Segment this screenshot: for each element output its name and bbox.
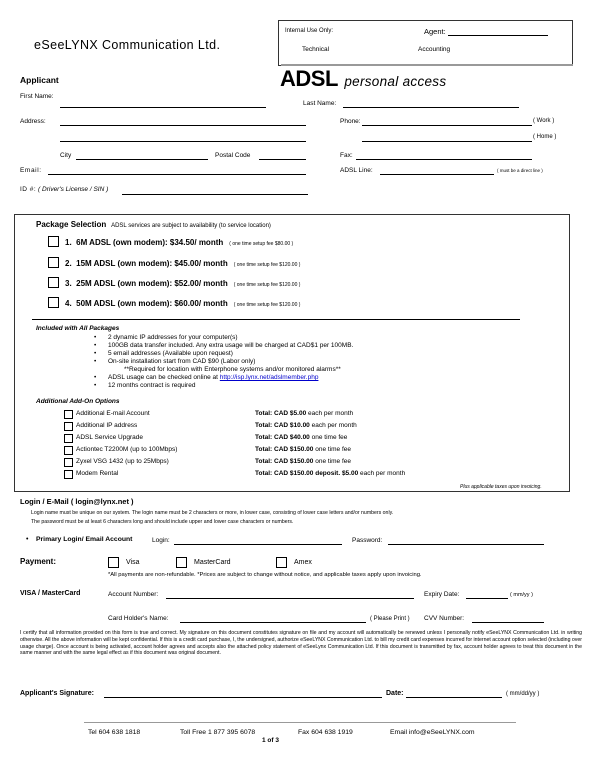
- addons-heading: Additional Add-On Options: [36, 398, 120, 405]
- last-name-field[interactable]: [343, 107, 519, 108]
- adsl-line-label: ADSL Line:: [340, 167, 373, 174]
- certification-text: I certify that all information provided on this form is true and correct. My signature on this document constitutes signature on file and my account will automatically be renewed unless I personally notify eSeeLYNX Communication Ltd. in writing otherwise. All the above information will be kept confidential. If this is a credit card purchase, I, the undersigned, authorize eSeeLYNX Communication Ltd. to bill my credit card expenses incurred for internet account option selected (including over usage charge). Once account is being activated, account holder agrees and accepts also the attached policy statement of eSeeLynx Communication Ltd. If this document is transmitted by fax, account holder agrees to treat this document in the same manner and with the same legal effect as if this document was original document.: [20, 630, 582, 657]
- package-4-fee: ( one time setup fee $120.00 ): [233, 302, 301, 308]
- amex-checkbox[interactable]: [276, 557, 287, 568]
- addon-total-value: CAD $5.00: [274, 410, 307, 417]
- package-note: ADSL services are subject to availability (to service location): [111, 223, 271, 229]
- login-heading: Login / E-Mail ( login@lynx.net ): [20, 497, 134, 506]
- applicant-heading: Applicant: [20, 75, 59, 85]
- package-4-text: 50M ADSL (own modem): $60.00/ month: [76, 299, 228, 308]
- last-name-label: Last Name:: [303, 100, 337, 107]
- title-sub: personal access: [344, 74, 447, 89]
- included-item: [108, 374, 318, 381]
- addon-name: Additional IP address: [76, 422, 138, 429]
- required-note: **Required for location with Enterphone systems and/or monitored alarms**: [124, 366, 341, 373]
- addon-total-value: CAD $10.00: [274, 422, 310, 429]
- included-heading: Included with All Packages: [36, 325, 120, 332]
- holder-field[interactable]: [180, 622, 366, 623]
- account-number-field[interactable]: [166, 598, 414, 599]
- expiry-field[interactable]: [466, 598, 508, 599]
- date-field[interactable]: [406, 697, 502, 698]
- package-1-num: 1.: [65, 238, 72, 247]
- signature-field[interactable]: [104, 697, 382, 698]
- postal-label: Postal Code: [215, 152, 251, 159]
- addon-total: [255, 446, 351, 453]
- company-name: eSeeLYNX Communication Ltd.: [34, 38, 221, 52]
- addon-total-label: Total:: [255, 446, 273, 453]
- included-item: • On-site installation start from CAD $90 (Labor only): [108, 358, 255, 365]
- package-divider: [32, 319, 520, 320]
- card-heading: VISA / MasterCard: [20, 590, 81, 597]
- addon-total-label: Total:: [255, 434, 273, 441]
- adsl-line-field[interactable]: [380, 174, 494, 175]
- postal-field[interactable]: [259, 159, 306, 160]
- id-row: [20, 186, 108, 193]
- fax-field[interactable]: [356, 159, 532, 160]
- footer-divider: [84, 722, 516, 723]
- payment-heading: Payment:: [20, 557, 57, 566]
- addon-zyxel-checkbox[interactable]: [64, 458, 73, 467]
- addon-total: [255, 410, 353, 417]
- addon-rental-checkbox[interactable]: [64, 470, 73, 479]
- addon-total: [255, 470, 405, 477]
- addon-total: [255, 422, 357, 429]
- footer-tel: Tel 604 638 1818: [88, 729, 141, 736]
- home-label: ( Home ): [533, 134, 557, 140]
- agent-line[interactable]: [448, 35, 548, 36]
- package-1-fee: ( one time setup fee $80.00 ): [229, 241, 294, 247]
- mastercard-label: MasterCard: [194, 559, 231, 566]
- title-main: ADSL: [280, 66, 338, 91]
- city-field[interactable]: [76, 159, 208, 160]
- package-2-text: 15M ADSL (own modem): $45.00/ month: [76, 259, 228, 268]
- package-4-num: 4.: [65, 299, 72, 308]
- fax-label: Fax:: [340, 152, 353, 159]
- login-label: Login:: [152, 537, 170, 544]
- password-label: Password:: [352, 537, 383, 544]
- login-field[interactable]: [174, 544, 342, 545]
- included-item: • 12 months contract is required: [108, 382, 195, 389]
- addon-ip-checkbox[interactable]: [64, 422, 73, 431]
- addon-name: Zyxel VSG 1432 (up to 25Mbps): [76, 458, 169, 465]
- package-1-text: 6M ADSL (own modem): $34.50/ month: [76, 238, 224, 247]
- addon-total-value: CAD $150.00 deposit. $5.00: [274, 470, 359, 477]
- package-1: [65, 238, 293, 247]
- login-rule-1: Login name must be unique on our system. The login name must be 2 characters or more, in lower case, consisting of lower case letters and/or numbers only.: [31, 510, 394, 516]
- addon-total-suffix: one time fee: [315, 446, 352, 453]
- footer-email: Email info@eSeeLYNX.com: [390, 729, 475, 736]
- holder-label: Card Holder's Name:: [108, 615, 169, 622]
- visa-checkbox[interactable]: [108, 557, 119, 568]
- addon-name: Actiontec T2200M (up to 100Mbps): [76, 446, 178, 453]
- package-2-checkbox[interactable]: [48, 257, 59, 268]
- addon-actiontec-checkbox[interactable]: [64, 446, 73, 455]
- address-field-1[interactable]: [60, 125, 306, 126]
- phone-home-field[interactable]: [362, 141, 532, 142]
- addon-email-checkbox[interactable]: [64, 410, 73, 419]
- accounting-label: Accounting: [418, 46, 451, 53]
- id-field[interactable]: [122, 194, 308, 195]
- mastercard-checkbox[interactable]: [176, 557, 187, 568]
- account-number-label: Account Number:: [108, 591, 159, 598]
- cvv-label: CVV Number:: [424, 615, 465, 622]
- addon-total-value: CAD $40.00: [274, 434, 310, 441]
- addon-name: ADSL Service Upgrade: [76, 434, 143, 441]
- primary-login-label: Primary Login/ Email Account: [36, 536, 133, 543]
- addon-total-value: CAD $150.00: [274, 446, 314, 453]
- addon-total: [255, 458, 351, 465]
- package-3-fee: ( one time setup fee $120.00 ): [233, 282, 301, 288]
- agent-label: Agent:: [424, 27, 446, 36]
- address-field-2[interactable]: [60, 141, 306, 142]
- adsl-line-note: ( must be a direct line ): [497, 168, 543, 173]
- package-2: [65, 259, 300, 268]
- package-3-checkbox[interactable]: [48, 277, 59, 288]
- package-4: [65, 299, 300, 308]
- page-number: 1 of 3: [262, 737, 279, 744]
- addon-total-suffix: each per month: [360, 470, 406, 477]
- package-2-fee: ( one time setup fee $120.00 ): [233, 262, 301, 268]
- included-item: • 100GB data transfer included. Any extra usage will be charged at CAD$1 per 100MB.: [108, 342, 353, 349]
- addon-name: Additional E-mail Account: [76, 410, 150, 417]
- addon-total-suffix: each per month: [308, 410, 354, 417]
- internal-use-label: Internal Use Only:: [285, 28, 334, 34]
- id-label: ID #:: [20, 186, 37, 193]
- addon-total-value: CAD $150.00: [274, 458, 314, 465]
- email-label: Email:: [20, 167, 42, 174]
- package-2-num: 2.: [65, 259, 72, 268]
- cvv-field[interactable]: [472, 622, 544, 623]
- package-3: [65, 279, 300, 288]
- primary-bullet: •: [26, 536, 29, 543]
- addon-total: [255, 434, 347, 441]
- form-title: [280, 66, 446, 92]
- first-name-field[interactable]: [60, 107, 266, 108]
- payment-heading-text: Payment: [20, 557, 54, 566]
- addon-total-label: Total:: [255, 422, 273, 429]
- address-label: Address:: [20, 118, 46, 125]
- email-field[interactable]: [48, 174, 306, 175]
- addon-total-suffix: one time fee: [311, 434, 348, 441]
- addon-upgrade-checkbox[interactable]: [64, 434, 73, 443]
- taxes-note: Plus applicable taxes upon invoicing.: [460, 484, 542, 490]
- phone-label: Phone:: [340, 118, 361, 125]
- signature-label: Applicant's Signature:: [20, 690, 95, 697]
- amex-label: Amex: [294, 559, 312, 566]
- date-format-label: ( mm/dd/yy ): [506, 691, 540, 697]
- addon-total-label: Total:: [255, 410, 273, 417]
- included-item: • 2 dynamic IP addresses for your computer(s): [108, 334, 238, 341]
- password-field[interactable]: [388, 544, 544, 545]
- package-4-checkbox[interactable]: [48, 297, 59, 308]
- addon-total-suffix: each per month: [311, 422, 357, 429]
- usage-check-text: ADSL usage can be checked online at: [108, 374, 218, 381]
- please-print-label: ( Please Print ): [370, 616, 410, 622]
- package-heading: Package Selection: [36, 220, 107, 229]
- phone-work-field[interactable]: [362, 125, 532, 126]
- first-name-label: First Name:: [20, 93, 54, 100]
- date-label: Date:: [386, 690, 404, 697]
- technical-label: Technical: [302, 46, 330, 53]
- addon-name: Modem Rental: [76, 470, 119, 477]
- package-heading-row: [36, 220, 271, 229]
- id-note: ( Driver's License / SIN ): [38, 186, 109, 193]
- addon-total-suffix: one time fee: [315, 458, 352, 465]
- package-1-checkbox[interactable]: [48, 236, 59, 247]
- package-3-text: 25M ADSL (own modem): $52.00/ month: [76, 279, 228, 288]
- login-rule-2: The password must be at least 6 characters long and should include upper and lower case characters or numbers.: [31, 519, 294, 525]
- mm-yy-label: ( mm/yy ): [510, 592, 533, 598]
- addon-total-label: Total:: [255, 458, 273, 465]
- expiry-label: Expiry Date:: [424, 591, 460, 598]
- included-item: • 5 email addresses (Available upon request): [108, 350, 233, 357]
- work-label: ( Work ): [533, 118, 555, 124]
- city-label: City: [60, 152, 72, 159]
- package-3-num: 3.: [65, 279, 72, 288]
- visa-label: Visa: [126, 559, 140, 566]
- payment-note: *All payments are non-refundable. *Prices are subject to change without notice, and applicable taxes apply upon invoicing.: [108, 572, 422, 578]
- usage-link[interactable]: http://isp.lynx.net/adslmember.php: [219, 374, 319, 381]
- addon-total-label: Total:: [255, 470, 273, 477]
- footer-tollfree: Toll Free 1 877 395 6078: [180, 729, 256, 736]
- footer-fax: Fax 604 638 1919: [298, 729, 353, 736]
